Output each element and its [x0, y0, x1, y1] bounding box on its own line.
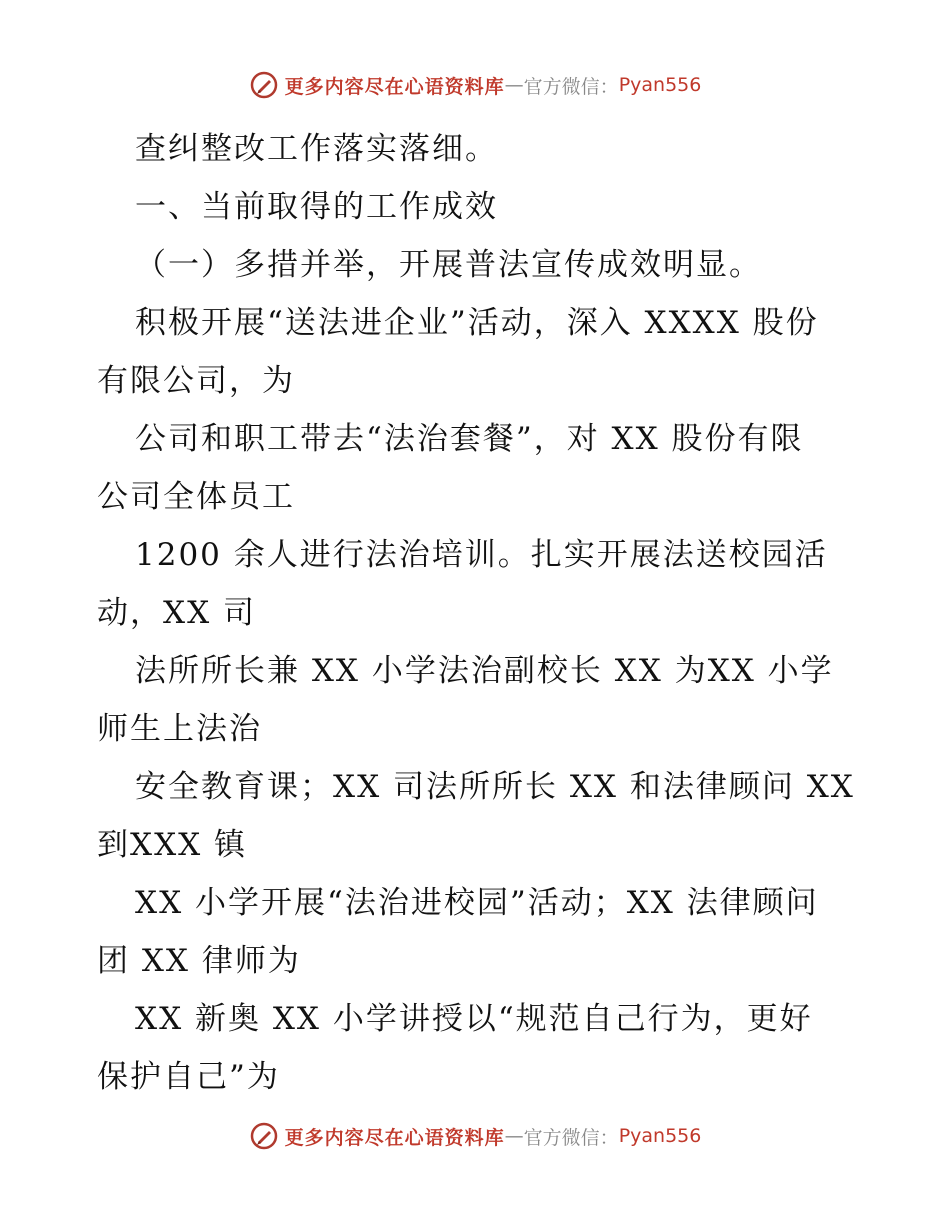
- text-line: 公司全体员工: [97, 479, 295, 515]
- footer-brand-text: 更多内容尽在心语资料库: [284, 1126, 505, 1149]
- page-header: [0, 70, 950, 100]
- header-brand-text: 更多内容尽在心语资料库: [284, 75, 505, 98]
- footer-wechat-label: 官方微信：: [523, 1126, 619, 1149]
- text-line: （一）多措并举，开展普法宣传成效明显。: [135, 247, 762, 283]
- text-line: 一、当前取得的工作成效: [135, 189, 498, 225]
- footer-wechat-handle: Pyan556: [618, 1125, 702, 1147]
- text-line: 到XXX 镇: [97, 827, 248, 863]
- header-separator: —: [504, 74, 524, 96]
- text-line: 法所所长兼 XX 小学法治副校长 XX 为XX 小学: [135, 653, 834, 689]
- text-line: 保护自己”为: [97, 1059, 280, 1095]
- text-line: 师生上法治: [97, 711, 262, 747]
- pen-logo-icon: [249, 1121, 279, 1151]
- text-line: 1200 余人进行法治培训。扎实开展法送校园活: [135, 537, 828, 573]
- footer-separator: —: [504, 1125, 524, 1147]
- header-wechat-label: 官方微信：: [523, 75, 619, 98]
- text-line: 有限公司，为: [97, 363, 295, 399]
- document-body: [97, 120, 857, 1106]
- text-line: 公司和职工带去“法治套餐”，对 XX 股份有限: [135, 421, 804, 457]
- text-line: 安全教育课；XX 司法所所长 XX 和法律顾问 XX: [135, 769, 855, 805]
- text-line: 动，XX 司: [97, 595, 256, 631]
- header-wechat-handle: Pyan556: [618, 74, 702, 96]
- text-line: XX 小学开展“法治进校园”活动；XX 法律顾问: [135, 885, 819, 921]
- text-line: 团 XX 律师为: [97, 943, 301, 979]
- text-line: XX 新奥 XX 小学讲授以“规范自己行为，更好: [135, 1001, 813, 1037]
- text-line: 积极开展“送法进企业”活动，深入 XXXX 股份: [135, 305, 819, 341]
- text-line: 查纠整改工作落实落细。: [135, 131, 498, 167]
- page-footer: [0, 1121, 950, 1151]
- pen-logo-icon: [249, 70, 279, 100]
